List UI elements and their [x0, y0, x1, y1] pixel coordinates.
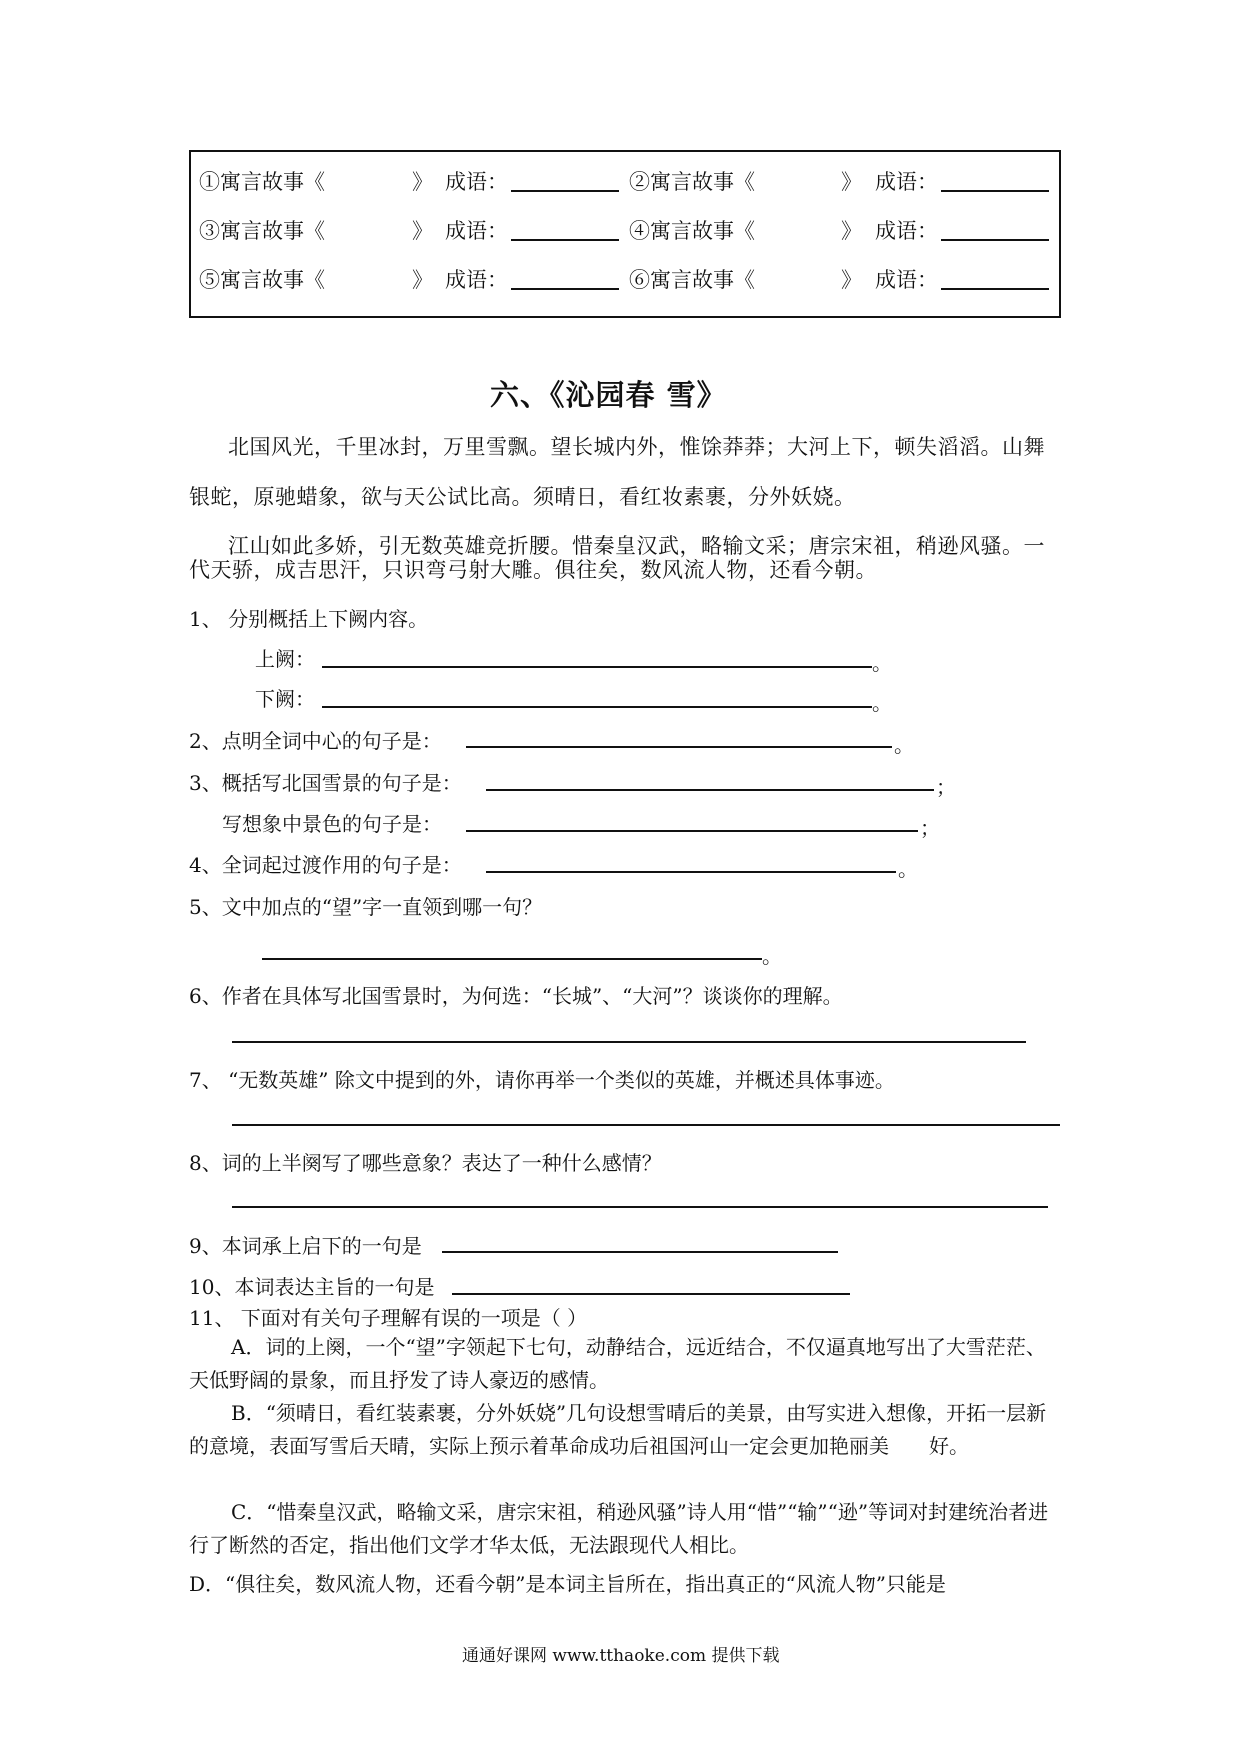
question-2: 2、点明全词中心的句子是： [189, 729, 442, 753]
poem-line-2: 银蛇，原驰蜡象，欲与天公试比高。须晴日，看红妆素裹，分外妖娆。 [189, 485, 856, 509]
question-9: 9、本词承上启下的一句是 [189, 1234, 422, 1258]
fable-1-close: 》 [412, 170, 433, 194]
fable-2-idiom-label: 成语： [875, 170, 938, 194]
fable-1-label: ①寓言故事《 [199, 170, 325, 194]
answer-line-5[interactable] [262, 958, 762, 960]
question-3b: 写想象中景色的句子是： [222, 812, 442, 836]
answer-line-9[interactable] [442, 1251, 838, 1253]
period-1b: 。 [872, 691, 892, 715]
question-1: 1、 分别概括上下阙内容。 [189, 607, 429, 631]
poem-line-1: 北国风光，千里冰封，万里雪飘。望长城内外，惟馀莽莽；大河上下，顿失滔滔。山舞 [228, 435, 1045, 459]
question-4: 4、全词起过渡作用的句子是： [189, 853, 462, 877]
fable-4-label: ④寓言故事《 [629, 219, 755, 243]
question-8: 8、词的上半阕写了哪些意象？表达了一种什么感情？ [189, 1151, 662, 1175]
semicolon-3b: ； [920, 816, 940, 840]
fable-6-close: 》 [841, 268, 862, 292]
question-1-lower-label: 下阙： [255, 687, 315, 711]
period-1a: 。 [872, 651, 892, 675]
answer-line-4[interactable] [486, 871, 896, 873]
question-6: 6、作者在具体写北国雪景时，为何选：“长城”、“大河”？谈谈你的理解。 [189, 984, 843, 1008]
fable-6-label: ⑥寓言故事《 [629, 268, 755, 292]
fable-table [189, 150, 1061, 318]
fable-3-blank[interactable] [511, 215, 619, 241]
question-7: 7、 “无数英雄” 除文中提到的外，请你再举一个类似的英雄，并概述具体事迹。 [189, 1068, 895, 1092]
fable-3-close: 》 [412, 219, 433, 243]
answer-line-1a[interactable] [322, 666, 872, 668]
fable-1-idiom-label: 成语： [445, 170, 508, 194]
poem-line-3: 江山如此多娇，引无数英雄竞折腰。惜秦皇汉武，略输文采；唐宗宋祖，稍逊风骚。一 [228, 534, 1045, 558]
option-d: D．“俱往矣，数风流人物，还看今朝”是本词主旨所在，指出真正的“风流人物”只能是 [189, 1572, 946, 1596]
question-1-upper-label: 上阙： [255, 647, 315, 671]
fable-3-label: ③寓言故事《 [199, 219, 325, 243]
fable-2-blank[interactable] [941, 166, 1049, 192]
fable-4-idiom-label: 成语： [875, 219, 938, 243]
answer-line-3a[interactable] [486, 789, 934, 791]
period-2: 。 [894, 733, 914, 757]
period-5: 。 [762, 944, 782, 968]
poem-line-4: 代天骄，成吉思汗，只识弯弓射大雕。俱往矣，数风流人物，还看今朝。 [189, 558, 877, 582]
answer-line-10[interactable] [452, 1293, 850, 1295]
fable-2-label: ②寓言故事《 [629, 170, 755, 194]
fable-6-blank[interactable] [941, 264, 1049, 290]
fable-2-close: 》 [841, 170, 862, 194]
option-b: B．“须晴日，看红装素裹，分外妖娆”几句设想雪晴后的美景，由写实进入想像，开拓一层新的意境，表面写雪后天晴，实际上预示着革命成功后祖国河山一定会更加艳丽美 好。 [189, 1401, 1047, 1458]
semicolon-3a: ； [936, 775, 956, 799]
answer-line-2[interactable] [466, 746, 892, 748]
question-3: 3、概括写北国雪景的句子是： [189, 771, 462, 795]
question-10: 10、本词表达主旨的一句是 [189, 1275, 435, 1299]
fable-3-idiom-label: 成语： [445, 219, 508, 243]
answer-line-7[interactable] [232, 1124, 1060, 1126]
fable-5-idiom-label: 成语： [445, 268, 508, 292]
answer-line-1b[interactable] [322, 706, 872, 708]
fable-1-blank[interactable] [511, 166, 619, 192]
option-a: A．词的上阕，一个“望”字领起下七句，动静结合，远近结合，不仅逼真地写出了大雪茫茫、天低野阔的景象，而且抒发了诗人豪迈的感情。 [189, 1335, 1046, 1392]
question-11: 11、 下面对有关句子理解有误的一项是（ ） [189, 1306, 588, 1330]
period-4: 。 [898, 857, 918, 881]
fable-5-label: ⑤寓言故事《 [199, 268, 325, 292]
fable-6-idiom-label: 成语： [875, 268, 938, 292]
answer-line-8[interactable] [232, 1206, 1048, 1208]
section-title: 六、《沁园春 雪》 [490, 378, 727, 412]
fable-5-close: 》 [412, 268, 433, 292]
answer-line-3b[interactable] [466, 830, 918, 832]
option-c: C．“惜秦皇汉武，略输文采，唐宗宋祖，稍逊风骚”诗人用“惜”“输”“逊”等词对封建统治者进行了断然的否定，指出他们文学才华太低，无法跟现代人相比。 [189, 1500, 1049, 1557]
fable-4-blank[interactable] [941, 215, 1049, 241]
fable-5-blank[interactable] [511, 264, 619, 290]
footer-text: 通通好课网 www.tthaoke.com 提供下载 [462, 1646, 780, 1666]
answer-line-6[interactable] [232, 1041, 1026, 1043]
question-5: 5、文中加点的“望”字一直领到哪一句？ [189, 895, 543, 919]
fable-4-close: 》 [841, 219, 862, 243]
